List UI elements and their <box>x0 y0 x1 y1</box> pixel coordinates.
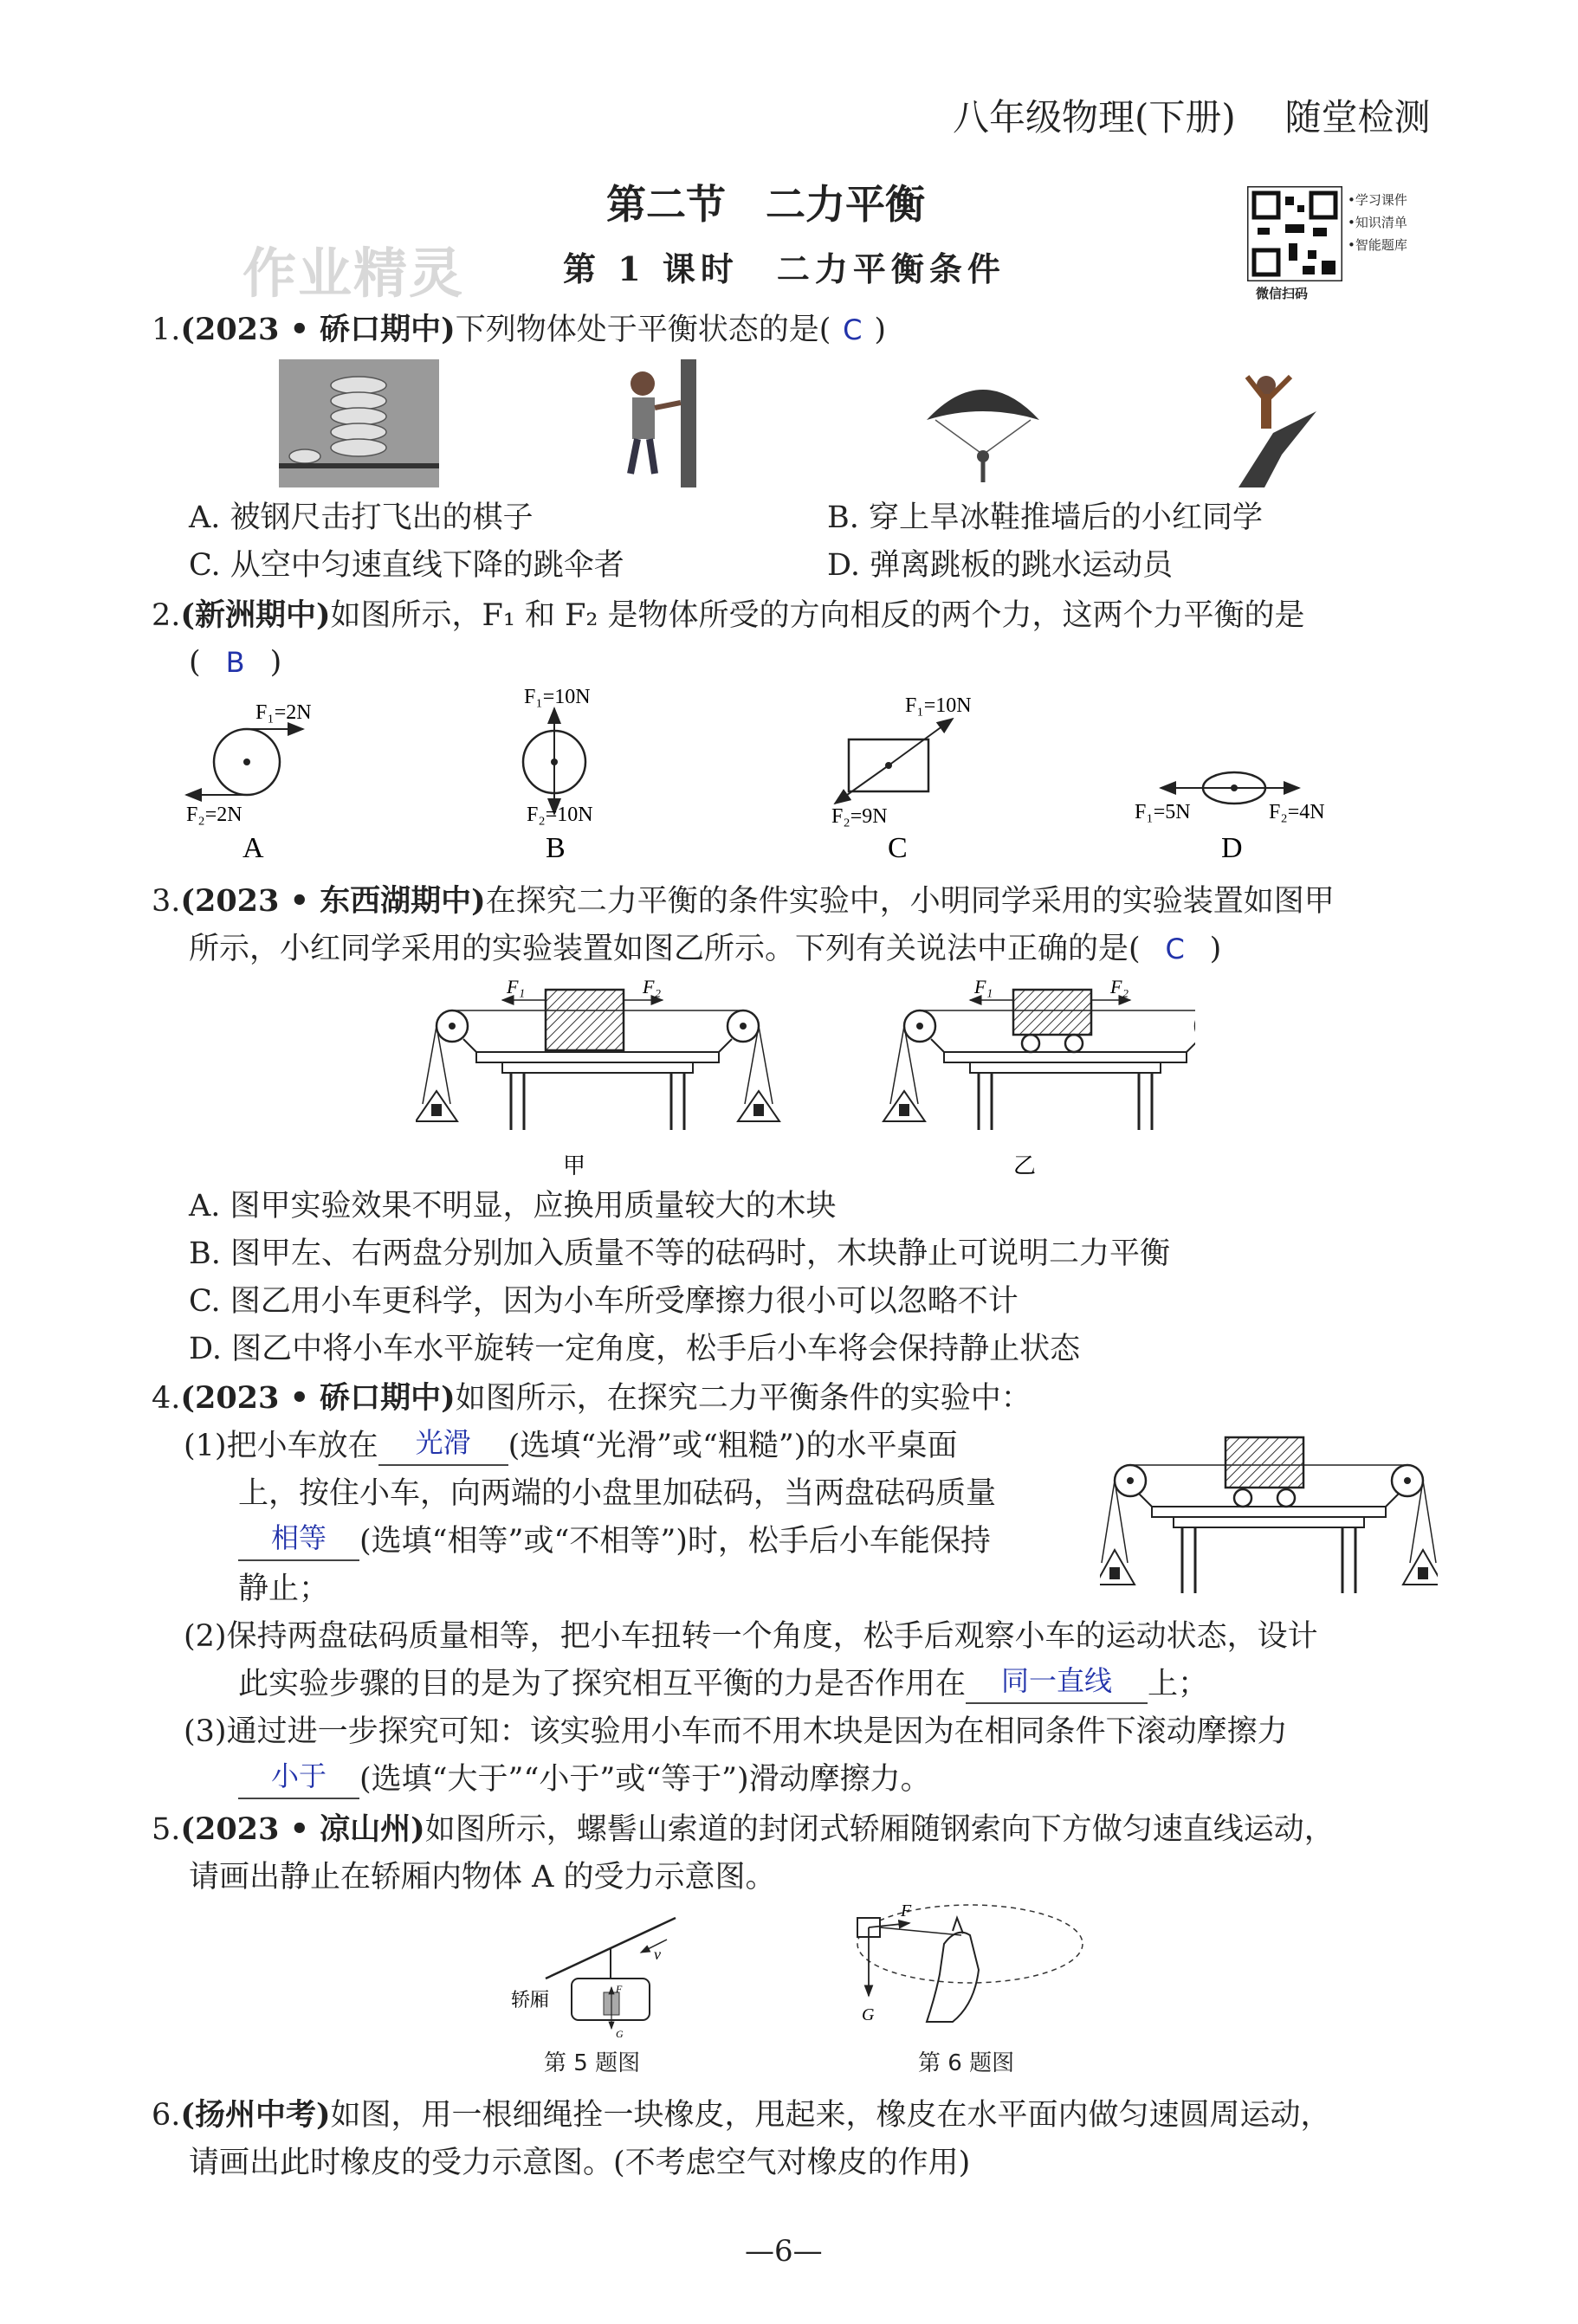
q3-caption-b: 乙 <box>1013 1153 1037 1178</box>
q4-p1-line3 <box>238 1521 991 1561</box>
q3-option-a: A. 图甲实验效果不明显，应换用质量较大的木块 <box>189 1189 837 1223</box>
q3-option-b: B. 图甲左、右两盘分别加入质量不等的砝码时，木块静止可说明二力平衡 <box>189 1236 1170 1271</box>
q2-source: (新洲期中) <box>180 597 331 633</box>
q4-p3-line2 <box>238 1759 931 1799</box>
series-title: 随堂检测 <box>1284 96 1431 139</box>
q6-caption: 第 6 题图 <box>918 2050 1015 2076</box>
q2-fig-d <box>1135 772 1325 864</box>
q3-number: 3. <box>152 884 181 919</box>
q3-source: (2023 • 东西湖期中) <box>180 883 486 919</box>
q6-text2: 请画出此时橡皮的受力示意图。(不考虑空气对橡皮的作用) <box>189 2146 971 2180</box>
q6-source: (扬州中考) <box>180 2097 331 2133</box>
q1-close: ) <box>874 313 886 347</box>
q4-figure <box>1100 1420 1438 1598</box>
q5-fig-f: F <box>616 1983 623 1995</box>
q4-p1-line1 <box>184 1426 957 1466</box>
q5-fig-v: v <box>654 1946 661 1963</box>
q2-stem <box>152 596 1305 636</box>
q3-b-f1: F₁ <box>974 976 993 997</box>
q5-fig-cabin: 轿厢 <box>511 1989 550 2011</box>
q2-c-label: C <box>888 832 908 864</box>
q1-image-b <box>606 359 702 487</box>
q2-fig-b <box>523 686 593 864</box>
q2-d-f2: F₂=4N <box>1269 801 1325 823</box>
q3-text2: 所示，小红同学采用的实验装置如图乙所示。下列有关说法中正确的是( <box>189 932 1141 966</box>
q5-number: 5. <box>152 1812 181 1847</box>
q4-p2-c: 上； <box>1148 1667 1209 1701</box>
section-title: 第二节 二力平衡 <box>606 181 925 228</box>
q3-figures <box>416 974 1195 1182</box>
q4-p1-c: 上，按住小车，向两端的小盘里加砝码，当两盘砝码质量 <box>238 1476 997 1511</box>
q1-source: (2023 • 硚口期中) <box>180 312 456 347</box>
q3-option-d: D. 图乙中将小车水平旋转一定角度，松手后小车将会保持静止状态 <box>189 1332 1081 1366</box>
watermark: 作业精灵 <box>243 242 465 305</box>
q4-blank-2[interactable] <box>238 1521 359 1561</box>
q2-open: ( <box>189 645 201 680</box>
q2-text: 如图所示，F₁ 和 F₂ 是物体所受的方向相反的两个力，这两个力平衡的是 <box>330 598 1305 633</box>
q1-image-c <box>918 359 1048 487</box>
lesson-title: 第 1 课时 二力平衡条件 <box>563 249 1006 288</box>
qr-item-2: •知识清单 <box>1348 215 1407 230</box>
q4-blank-4[interactable] <box>238 1759 359 1799</box>
q3-close: ) <box>1209 932 1222 966</box>
q2-fig-a <box>186 701 312 864</box>
q3-answer: C <box>1165 933 1185 965</box>
q4-answer-4: 小于 <box>270 1759 327 1792</box>
q3-text1: 在探究二力平衡的条件实验中，小明同学采用的实验装置如图甲 <box>485 884 1335 919</box>
q4-p2-line2 <box>238 1664 1208 1704</box>
q4-number: 4. <box>152 1381 181 1416</box>
q4-p1-b: (选填“光滑”或“粗糙”)的水平桌面 <box>508 1429 958 1463</box>
q3-fig-b <box>883 976 1195 1178</box>
q4-stem <box>152 1378 1032 1418</box>
q3-a-f1: F₁ <box>507 976 526 997</box>
q2-fig-c <box>831 694 972 864</box>
header <box>953 94 1431 142</box>
q1-option-b: B. 穿上旱冰鞋推墙后的小红同学 <box>827 500 1263 535</box>
q2-a-f2: F₂=2N <box>186 804 243 826</box>
qr-item-3: •智能题库 <box>1348 237 1407 253</box>
q4-p2-b: 此实验步骤的目的是为了探究相互平衡的力是否作用在 <box>238 1667 967 1701</box>
q4-answer-2: 相等 <box>270 1521 327 1554</box>
q2-figures <box>173 684 1386 875</box>
q6-line1 <box>152 2095 1331 2135</box>
book-title: 八年级物理(下册) <box>953 96 1236 139</box>
q4-text: 如图所示，在探究二力平衡条件的实验中： <box>455 1381 1032 1416</box>
q4-p1-a: (1)把小车放在 <box>184 1429 378 1463</box>
qr-block[interactable] <box>1247 182 1455 301</box>
q4-p1-e: 静止； <box>238 1572 330 1606</box>
q4-answer-1: 光滑 <box>415 1426 471 1459</box>
q4-source: (2023 • 硚口期中) <box>180 1380 456 1416</box>
q1-answer: C <box>843 313 863 346</box>
q2-number: 2. <box>152 598 181 633</box>
qr-item-1: •学习课件 <box>1348 192 1407 208</box>
q4-blank-3[interactable] <box>966 1664 1148 1704</box>
q6-figure <box>849 1892 1091 2043</box>
q4-p1-d: (选填“相等”或“不相等”)时，松手后小车能保持 <box>359 1524 991 1559</box>
q2-answer: B <box>225 646 245 679</box>
q5-line1 <box>152 1810 1335 1850</box>
q5-fig-g: G <box>616 2028 624 2040</box>
page-number: —6— <box>745 2234 823 2269</box>
q6-number: 6. <box>152 2098 181 2133</box>
q3-a-f2: F₂ <box>643 976 662 997</box>
q1-image-d <box>1213 359 1325 487</box>
q5-caption: 第 5 题图 <box>544 2050 641 2076</box>
q1-number: 1. <box>152 313 181 347</box>
qr-code-icon <box>1247 186 1342 281</box>
q2-b-label: B <box>546 832 566 864</box>
q3-option-c: C. 图乙用小车更科学，因为小车所受摩擦力很小可以忽略不计 <box>189 1284 1019 1319</box>
q1-option-c: C. 从空中匀速直线下降的跳伞者 <box>189 548 624 583</box>
q2-d-label: D <box>1221 832 1243 864</box>
q1-text: 下列物体处于平衡状态的是( <box>455 313 831 347</box>
q2-a-f1: F₁=2N <box>255 701 312 724</box>
q4-answer-3: 同一直线 <box>1001 1664 1113 1697</box>
q4-p3-b: (选填“大于”“小于”或“等于”)滑动摩擦力。 <box>359 1762 931 1797</box>
q6-text1: 如图，用一根细绳拴一块橡皮，甩起来，橡皮在水平面内做匀速圆周运动， <box>330 2098 1331 2133</box>
q5-source: (2023 • 凉山州) <box>180 1811 425 1847</box>
q6-fig-f: F <box>901 1901 912 1921</box>
q1-stem <box>152 310 886 350</box>
q1-option-d: D. 弹离跳板的跳水运动员 <box>827 548 1174 583</box>
q2-b-f1: F₁=10N <box>524 686 591 708</box>
q3-caption-a: 甲 <box>563 1153 586 1178</box>
q4-p2-a: (2)保持两盘砝码质量相等，把小车扭转一个角度，松手后观察小车的运动状态，设计 <box>184 1619 1318 1654</box>
q3-line1 <box>152 881 1335 921</box>
q3-fig-a <box>416 976 779 1178</box>
q3-b-f2: F₂ <box>1110 976 1129 997</box>
q2-a-label: A <box>243 832 264 864</box>
q2-d-f1: F₁=5N <box>1135 801 1191 823</box>
q2-close: ) <box>269 645 282 680</box>
q4-p3-a: (3)通过进一步探究可知：该实验用小车而不用木块是因为在相同条件下滚动摩擦力 <box>184 1714 1288 1749</box>
qr-scan-label: 微信扫码 <box>1256 286 1309 301</box>
q2-c-f1: F₁=10N <box>905 694 972 717</box>
q5-text1: 如图所示，螺髻山索道的封闭式轿厢随钢索向下方做匀速直线运动， <box>424 1812 1335 1847</box>
q5-figure <box>511 1909 702 2048</box>
q4-blank-1[interactable] <box>378 1426 508 1466</box>
q2-c-f2: F₂=9N <box>831 805 888 828</box>
q2-b-f2: F₂=10N <box>527 804 593 826</box>
q5-text2: 请画出静止在轿厢内物体 A 的受力示意图。 <box>189 1860 776 1895</box>
q1-option-a: A. 被钢尺击打飞出的棋子 <box>189 500 534 535</box>
q2-answer-line <box>189 642 281 682</box>
q1-image-a <box>279 359 439 487</box>
q6-fig-g: G <box>862 2005 875 2024</box>
q3-line2 <box>189 929 1221 969</box>
